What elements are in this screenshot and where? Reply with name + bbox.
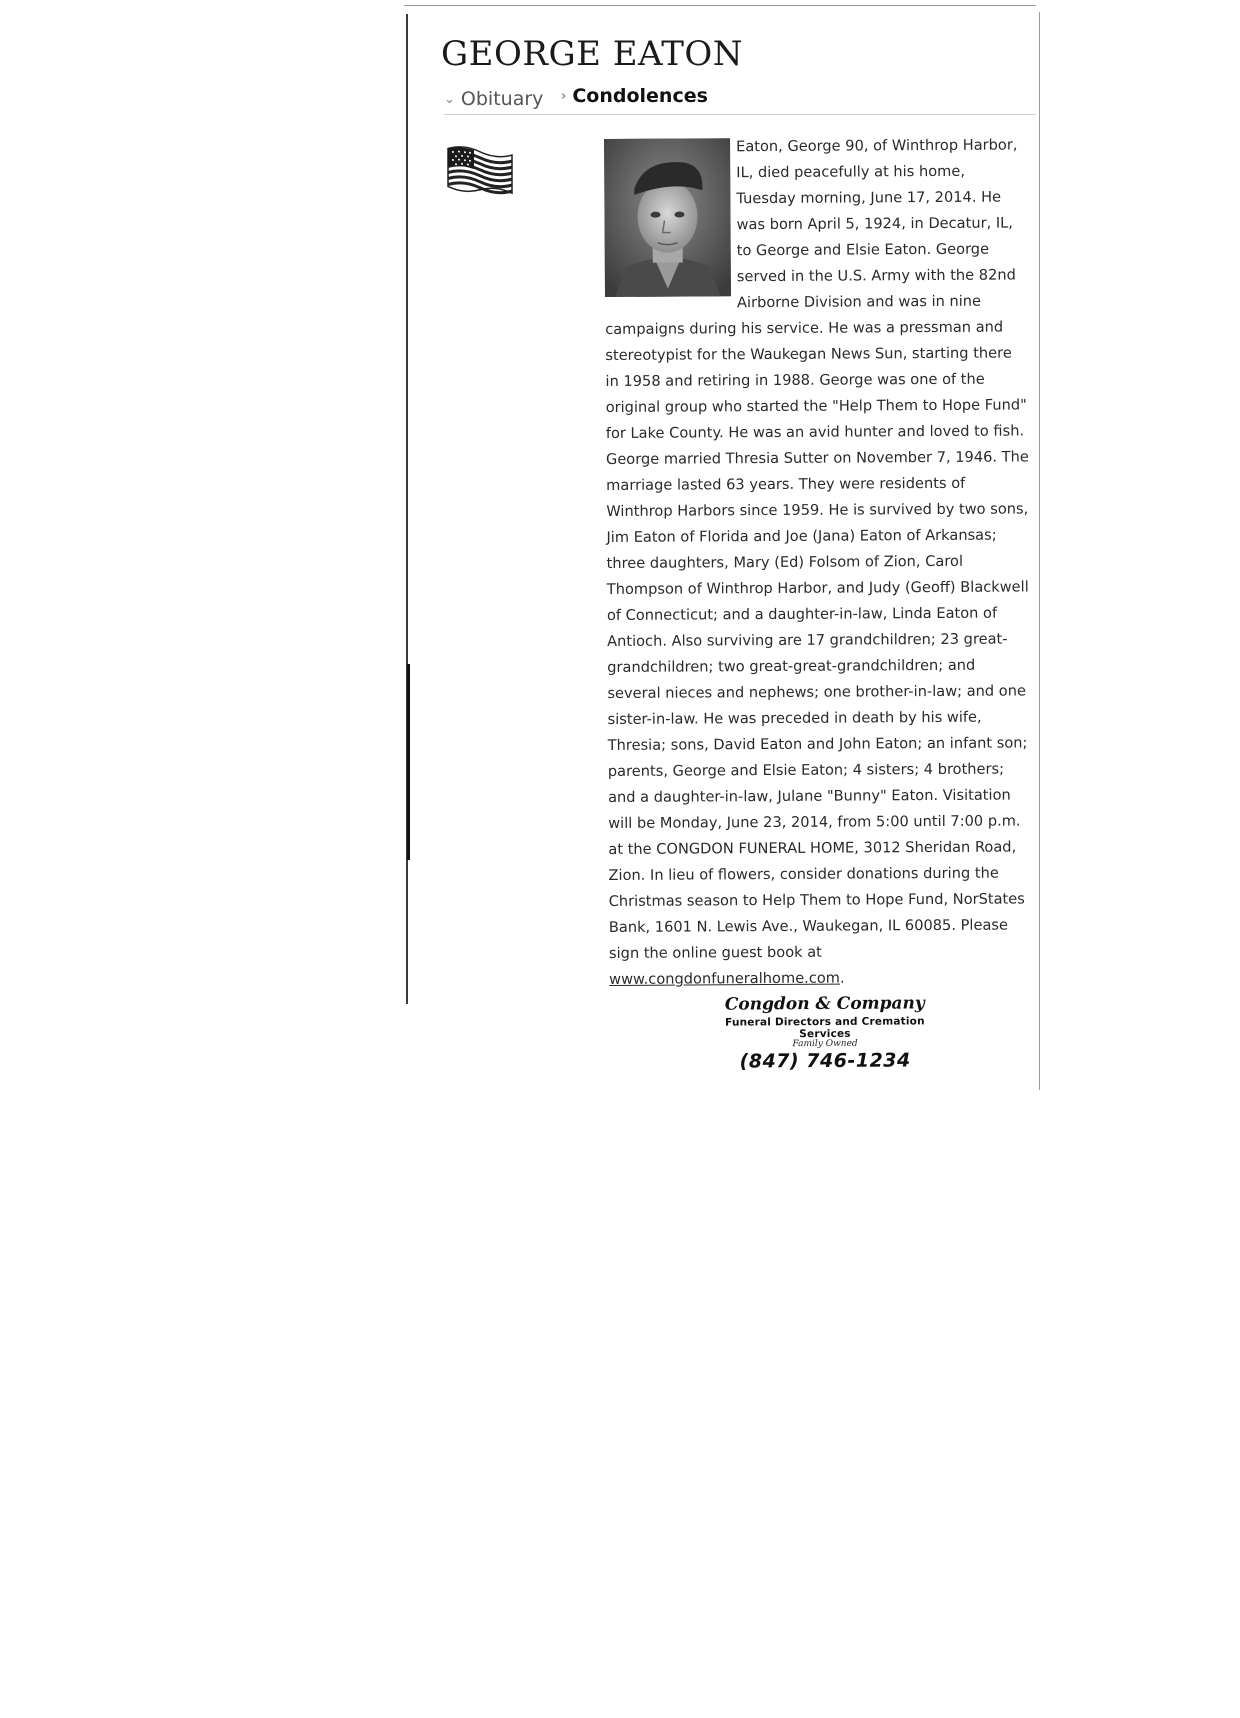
guest-book-link[interactable]: www.congdonfuneralhome.com — [609, 969, 841, 988]
tab-divider — [444, 114, 1036, 115]
family-owned-tagline: Family Owned — [792, 1038, 858, 1050]
obituary-end-punct: . — [839, 969, 845, 987]
funeral-home-logo-name: Congdon & Company — [724, 993, 925, 1015]
funeral-home-services: Funeral Directors and Cremation Services — [725, 1015, 925, 1041]
page-title: GEORGE EATON — [441, 34, 744, 74]
obituary-text: Eaton, George 90, of Winthrop Harbor, IL, died peacefully at his home, Tuesday morning, June 17, 2014. He was born April 5, 1924, in Decatur, IL, to George and Elsie Eaton. George served in the U.S. Army with the 82nd Airborne Division and was in nine campaigns during his service. He was a pressman and stereotypist for the Waukegan News Sun, starting there in 1958 and retiring in 1988. George was one of the original group who started the "Help Them to Hope Fund" for Lake County. He was an avid hunter and loved to fish. George married Thresia Sutter on November 7, 1946. The marriage lasted 63 years. They were residents of Winthrop Harbors since 1959. He is survived by two sons, Jim Eaton of Florida and Joe (Jana) Eaton of Arkansas; three daughters, Mary (Ed) Folsom of Zion, Carol Thompson of Winthrop Harbor, and Judy (Geoff) Blackwell of Connecticut; and a daughter-in-law, Linda Eaton of Antioch. Also surviving are 17 grandchildren; 23 great-grandchildren; two great-great-grandchildren; and several nieces and nephews; one brother-in-law; and one sister-in-law. He was preceded in death by his wife, Thresia; sons, David Eaton and John Eaton; an infant son; parents, George and Elsie Eaton; 4 sisters; 4 brothers; and a daughter-in-law, Julane "Bunny" Eaton. Visitation will be Monday, June 23, 2014, from 5:00 until 7:00 p.m. at the CONGDON FUNERAL HOME, 3012 Sheridan Road, Zion. In lieu of flowers, consider donations during the Christmas season to Help Them to Hope Fund, NorStates Bank, 1601 N. Lewis Ave., Waukegan, IL 60085. Please sign the online guest book at — [605, 136, 1029, 962]
scan-top-border — [404, 5, 1036, 6]
funeral-home-signoff — [700, 993, 950, 1073]
chevron-right-icon: › — [561, 89, 567, 104]
soldier-portrait-photo — [604, 138, 731, 297]
scan-right-border — [1039, 12, 1040, 1090]
tab-condolences[interactable] — [561, 85, 708, 107]
tab-obituary[interactable] — [444, 88, 543, 110]
scan-left-shadow — [407, 664, 410, 860]
american-flag-icon — [444, 142, 516, 196]
tab-obituary-label: Obituary — [460, 88, 544, 110]
tab-condolences-label: Condolences — [572, 85, 708, 107]
chevron-down-icon: ⌄ — [444, 92, 455, 107]
obituary-article — [604, 132, 1033, 993]
funeral-home-phone[interactable]: (847) 746-1234 — [739, 1049, 911, 1073]
